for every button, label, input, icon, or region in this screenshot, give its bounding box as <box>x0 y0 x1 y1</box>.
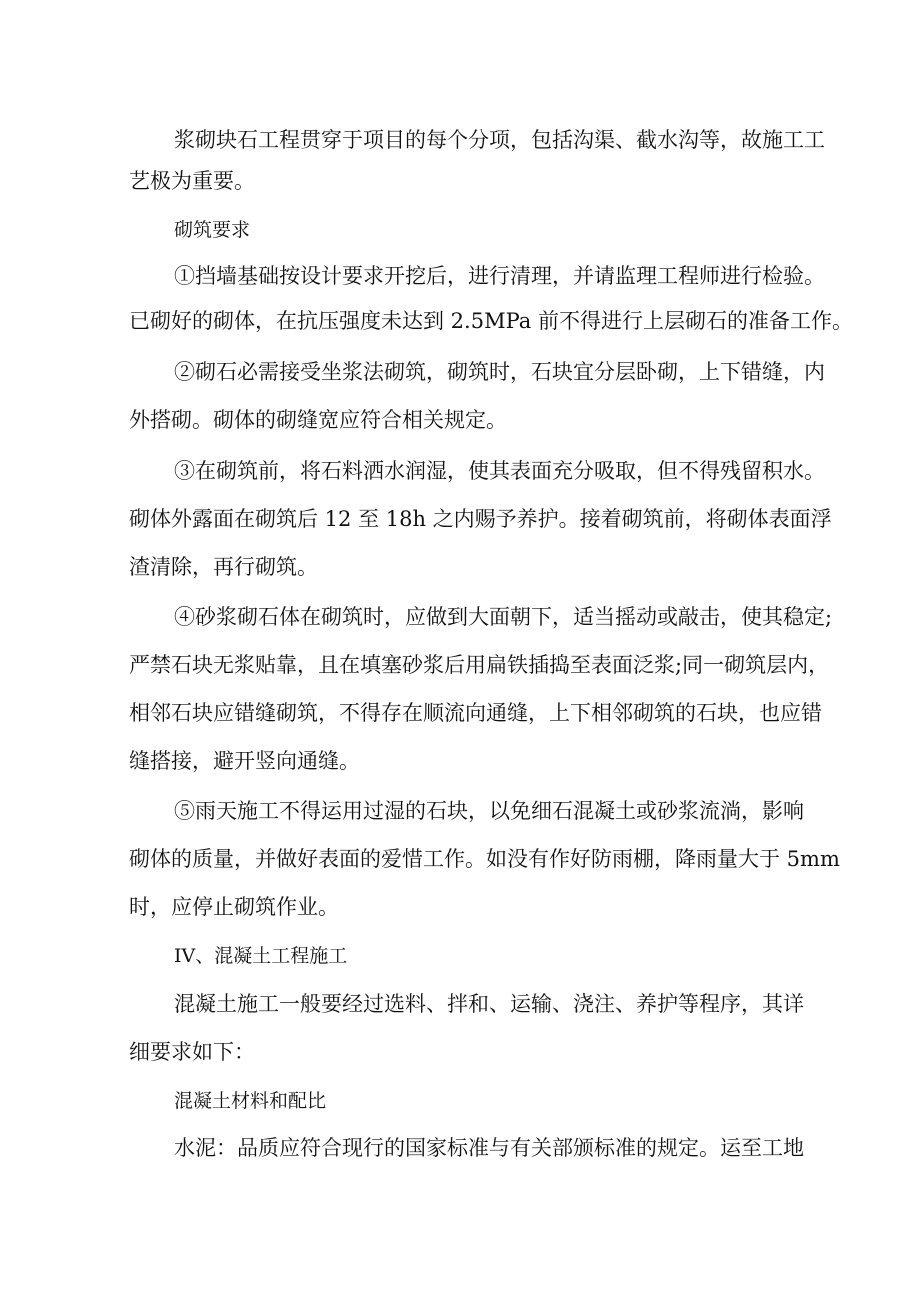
item-4-line-4: 缝搭接，避开竖向通缝。 <box>129 749 360 773</box>
item-5-line-3: 时，应停止砌筑作业。 <box>129 895 339 919</box>
item-1-line-2: 已砌好的砌体，在抗压强度未达到 2.5MPa 前不得进行上层砌石的准备工作。 <box>129 309 853 333</box>
paragraph-intro-line-2: 艺极为重要。 <box>129 169 255 193</box>
item-1-line-1: ①挡墙基础按设计要求开挖后，进行清理，并请监理工程师进行检验。 <box>174 264 825 288</box>
item-2-line-1: ②砌石必需接受坐浆法砌筑，砌筑时，石块宜分层卧砌，上下错缝，内 <box>174 360 825 384</box>
item-3-line-3: 渣清除，再行砌筑。 <box>129 555 318 579</box>
item-4-line-3: 相邻石块应错缝砌筑，不得存在顺流向通缝，上下相邻砌筑的石块，也应错 <box>129 701 822 725</box>
section-heading-materials-mix: 混凝土材料和配比 <box>174 1090 327 1112</box>
paragraph-concrete-line-2: 细要求如下： <box>129 1040 255 1064</box>
item-4-line-2: 严禁石块无浆贴靠，且在填塞砂浆后用扁铁插捣至表面泛浆;同一砌筑层内， <box>129 653 830 677</box>
item-2-line-2: 外搭砌。砌体的砌缝宽应符合相关规定。 <box>129 408 507 432</box>
section-heading-masonry-requirements: 砌筑要求 <box>174 219 251 241</box>
section-heading-concrete-works: IV、混凝土工程施工 <box>174 945 348 967</box>
paragraph-cement-line-1: 水泥：品质应符合现行的国家标准与有关部颁标准的规定。运至工地 <box>174 1136 804 1160</box>
item-5-line-1: ⑤雨天施工不得运用过湿的石块，以免细石混凝土或砂浆流淌，影响 <box>174 799 804 823</box>
item-5-line-2: 砌体的质量，并做好表面的爱惜工作。如没有作好防雨棚，降雨量大于 5mm <box>129 847 840 871</box>
item-4-line-1: ④砂浆砌石体在砌筑时，应做到大面朝下，适当摇动或敲击，使其稳定; <box>174 605 833 629</box>
paragraph-concrete-line-1: 混凝土施工一般要经过选料、拌和、运输、浇注、养护等程序，其详 <box>174 992 804 1016</box>
item-3-line-2: 砌体外露面在砌筑后 12 至 18h 之内赐予养护。接着砌筑前，将砌体表面浮 <box>129 507 832 531</box>
item-3-line-1: ③在砌筑前，将石料洒水润湿，使其表面充分吸取，但不得残留积水。 <box>174 459 825 483</box>
paragraph-intro-line-1: 浆砌块石工程贯穿于项目的每个分项，包括沟渠、截水沟等，故施工工 <box>174 128 825 152</box>
